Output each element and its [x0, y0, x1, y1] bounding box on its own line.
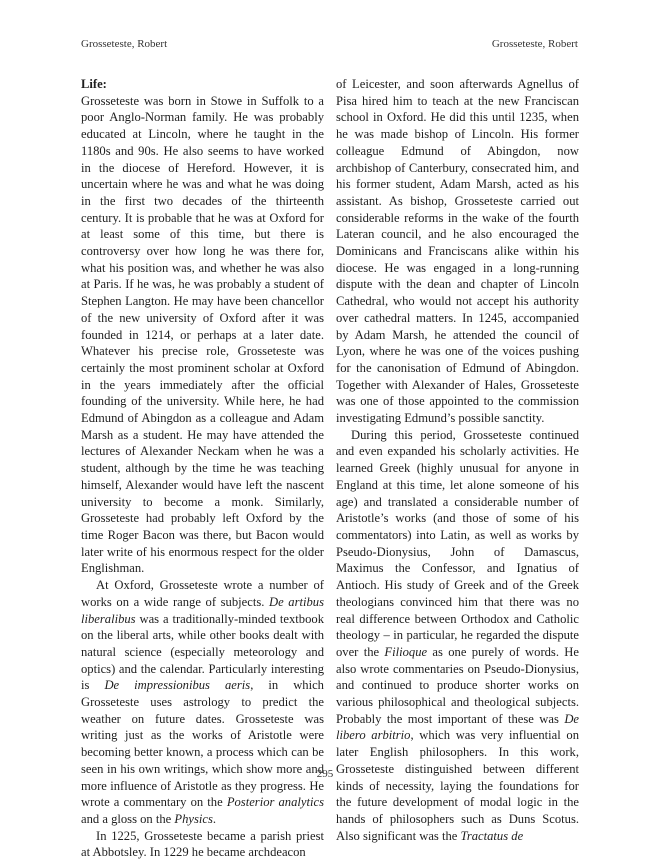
work-title: De impressionibus aeris [104, 678, 251, 693]
running-head-left: Grosseteste, Robert [81, 38, 168, 50]
work-title: Filioque [384, 644, 428, 659]
work-title: Posterior analytics [226, 795, 324, 810]
text-run: At Oxford, Grosseteste wrote a number of works on a wide range of subjects. [81, 578, 324, 609]
paragraph-oxford-works [81, 577, 324, 828]
text-run: , which was very influential on later English philosophers. In this work, Grosseteste distinguished between different kinds of necessity, laying the foundations for the future development of modal logic in the hands of philosophers such as Duns Scotus. Also significant was the [336, 728, 580, 843]
text-run: , in which Grosseteste uses astrology to predict the weather on future dates. Grosseteste was writing just as the works of Aristotle were becoming better known, a process which can be seen in his own writings, which show more and more influence of Aristotle as they progress. He wrote a commentary on the [81, 678, 324, 810]
paragraph-career: In 1225, Grosseteste became a parish priest at Abbotsley. In 1229 he became archdeacon [81, 828, 324, 860]
left-column [81, 76, 324, 861]
page-number: 295 [316, 768, 334, 780]
paragraph-later-scholarship [336, 427, 579, 845]
running-head-right: Grosseteste, Robert [491, 38, 578, 50]
work-title: De artibus liberalibus [81, 594, 324, 626]
section-heading: Life: [81, 77, 107, 91]
paragraph-bishopric: of Leicester, and soon afterwards Agnellus of Pisa hired him to teach at the new Franciscan school in Oxford. He did this until 1235, when he was made bishop of Lincoln. His former colleague Edmund of Abingdon, now archbishop of Canterbury, consecrated him, and his former student, Adam Marsh, acted as his assistant. As bishop, Grosseteste carried out considerable reforms in the wake of the fourth Lateran council, and he also encouraged the Dominicans and Franciscans alike within his diocese. He was engaged in a long-running dispute with the dean and chapter of Lincoln Cathedral, who would not accept his authority over cathedral matters. In 1245, accompanied by Adam Marsh, he attended the council of Lyon, where he was one of the voices pushing for the canonisation of Edmund of Abingdon. Together with Alexander of Hales, Grosseteste was one of those appointed to the commission investigating Edmund’s possible sanctity. [336, 77, 579, 426]
text-run: was a traditionally-minded textbook on the liberal arts, while other books dealt with natural science (especially meteorology and optics) and the calendar. Particularly interesting is [81, 611, 324, 693]
work-title: Tractatus de [460, 828, 524, 843]
text-run: as one purely of words. He also wrote commentaries on Pseudo-Dionysius, and continued to produce shorter works on various philosophical and theological subjects. Probably the most important of these was [336, 644, 579, 726]
work-title: De libero arbitrio [336, 711, 579, 743]
work-title: Physics [174, 811, 213, 826]
text-run: . [212, 811, 217, 826]
paragraph-early-life: Grosseteste was born in Stowe in Suffolk to a poor Anglo-Norman family. He was probably educated at Lincoln, where he taught in the 1180s and 90s. He also seems to have worked in the diocese of Hereford. However, it is uncertain where he was and what he was doing in the first two decades of the thirteenth century. It is probable that he was at Oxford for at least some of this time, but there is controversy over how long he was there for, what his position was, and whether he was also at Paris. If he was, he was probably a student of Stephen Langton. He may have been chancellor of the new university of Oxford after it was founded in 1214, or perhaps at a later date. Whatever his precise role, Grosseteste was certainly the most prominent scholar at Oxford in the years immediately after the official founding of the university. While here, he had Edmund of Abingdon as a colleague and Adam Marsh as a student. He may have attended the lectures of Alexander Neckam when he was a student, although by the time he was teaching himself, Alexander would have left the nascent university to become a monk. Similarly, Grosseteste had probably left Oxford by the time Roger Bacon was there, but Bacon would later write of his enormous respect for the older Englishman. [81, 93, 324, 576]
text-run: During this period, Grosseteste continued and even expanded his scholarly activities. He learned Greek (highly unusual for anyone in England at this time, let alone someone of his age) and translated a considerable number of Aristotle’s works (and those of some of his commentators) into Latin, as well as works by Pseudo-Dionysius, John of Damascus, Maximus the Confessor, and Ignatius of Antioch. His study of Greek and of the Greek theologians convinced him that there was no real difference between Orthodox and Catholic theology – in particular, he regarded the dispute over the [336, 427, 579, 659]
text-run: and a gloss on the [81, 811, 175, 826]
right-column [336, 76, 579, 844]
